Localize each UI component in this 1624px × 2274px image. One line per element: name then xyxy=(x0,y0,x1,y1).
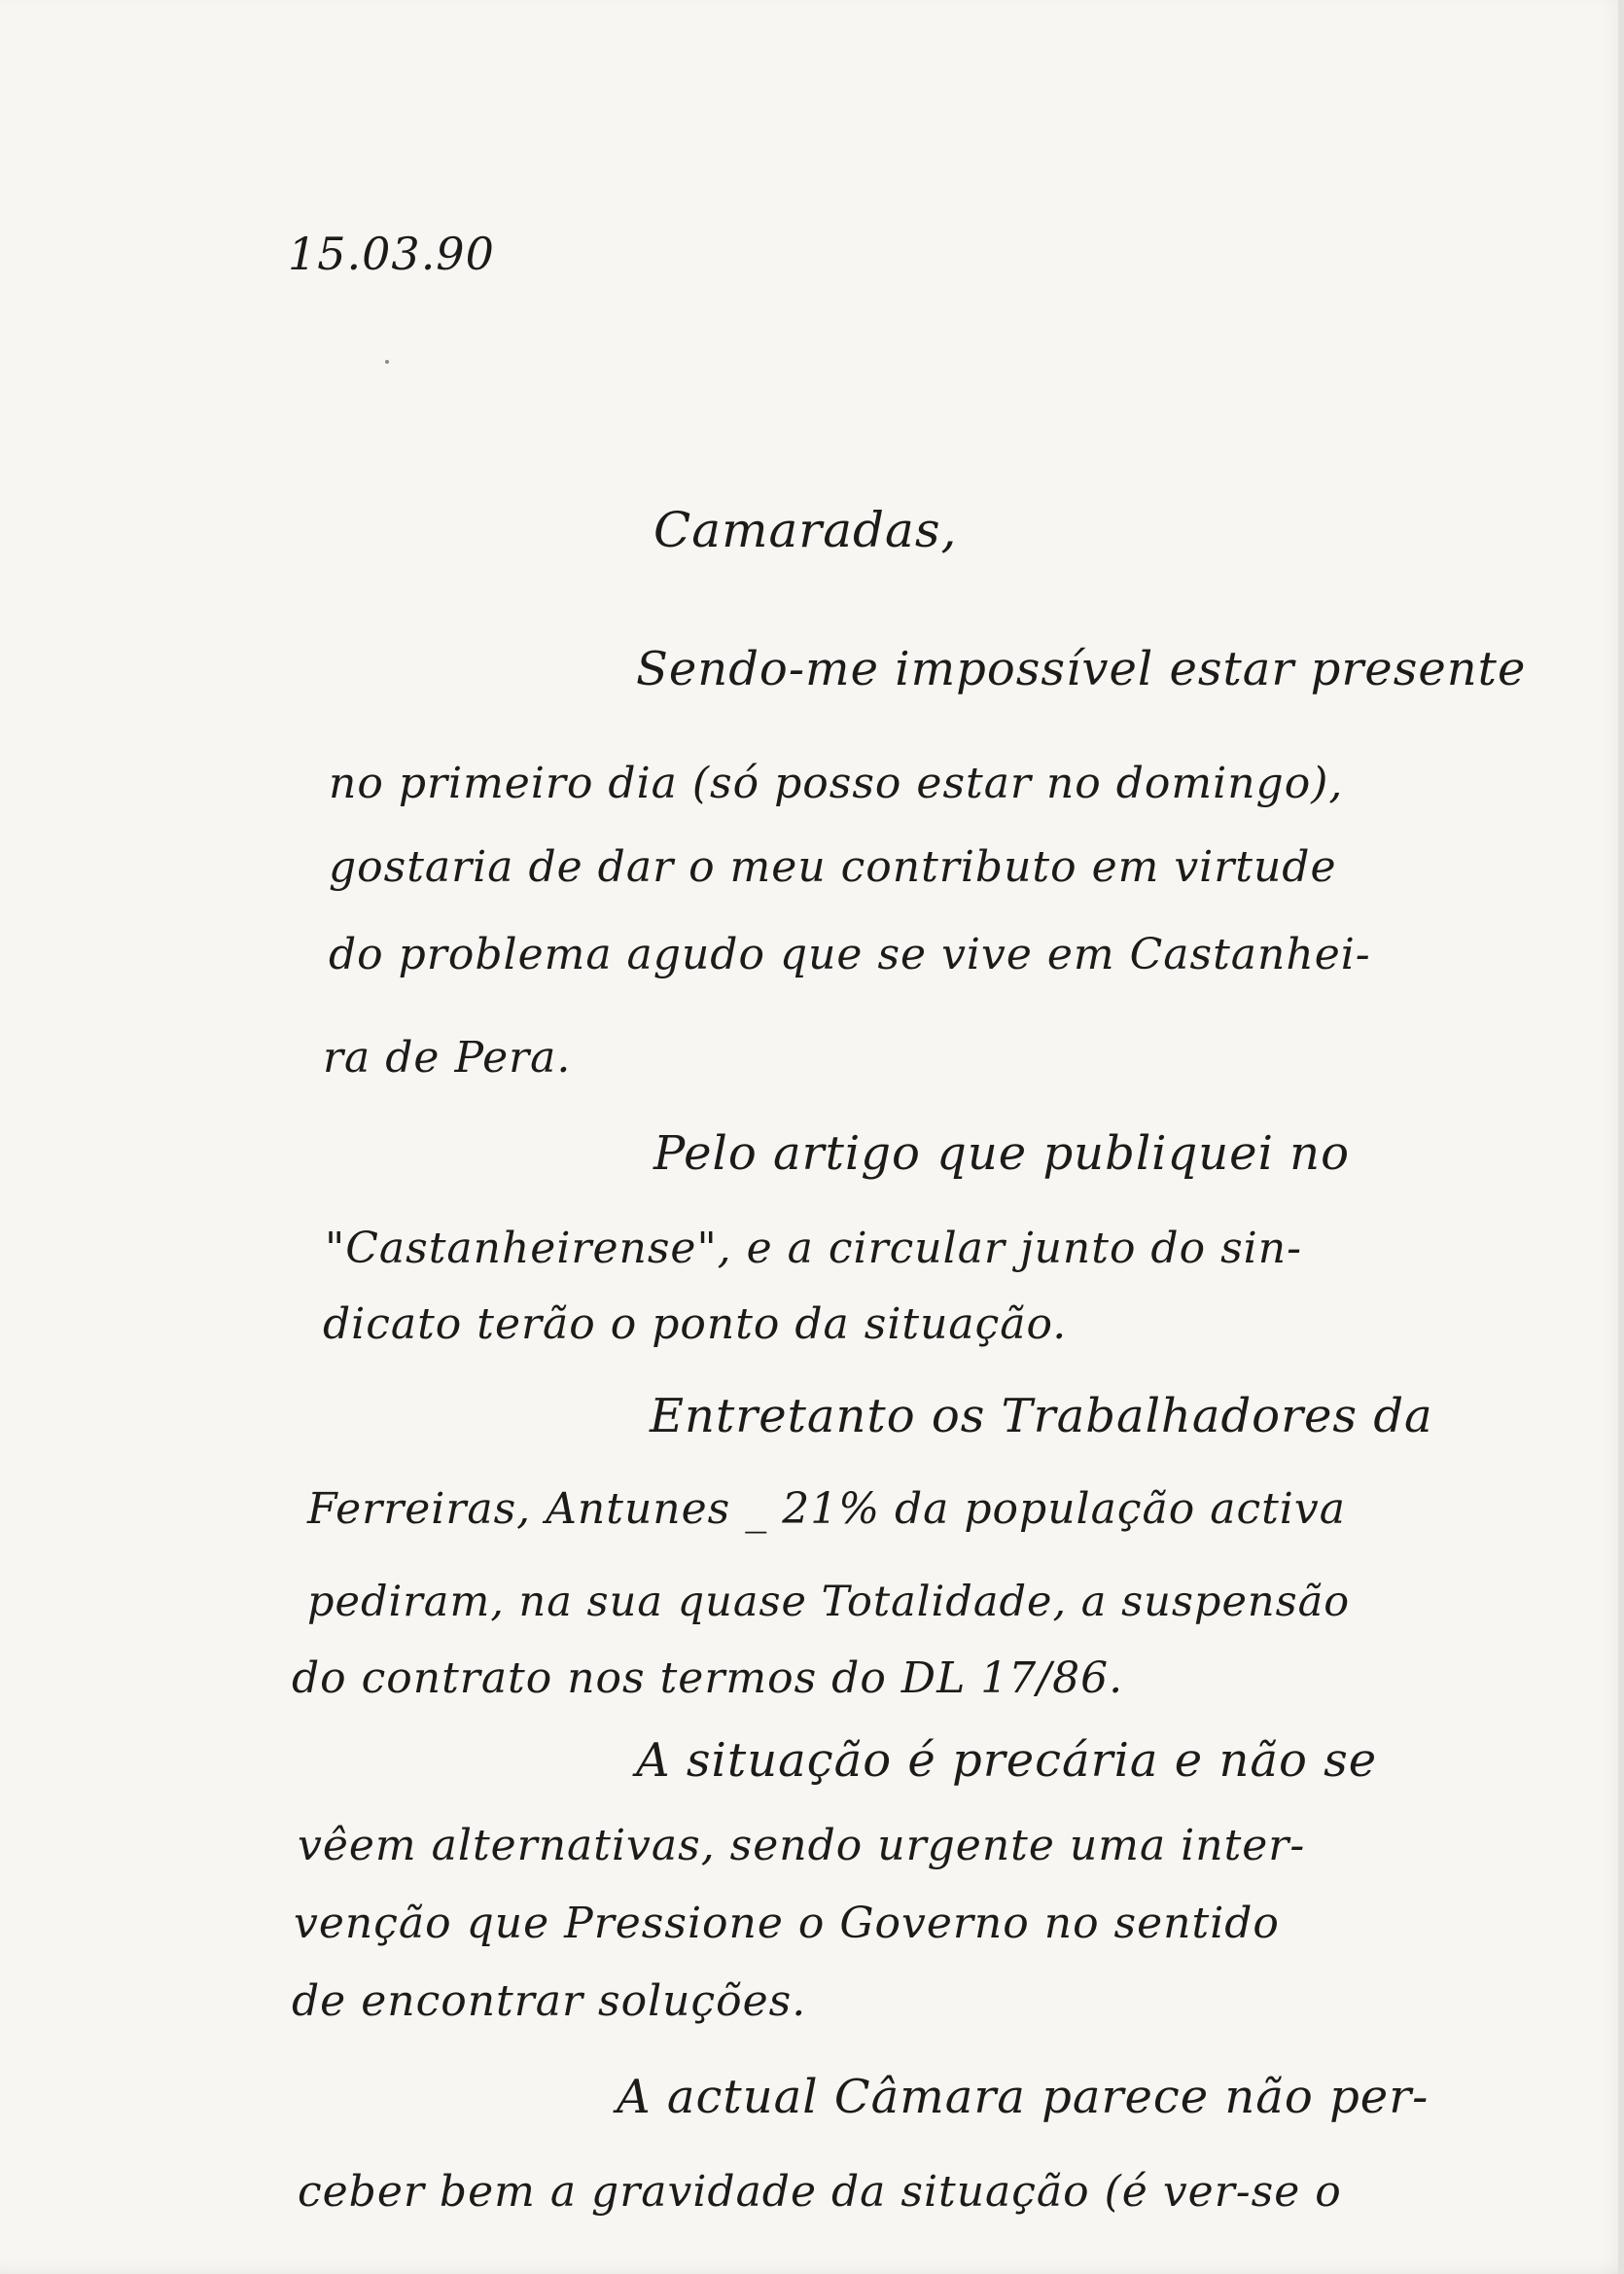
letter-line: A actual Câmara parece não per- xyxy=(617,2070,1430,2124)
letter-line: Entretanto os Trabalhadores da xyxy=(650,1389,1433,1443)
letter-line: venção que Pressione o Governo no sentido xyxy=(294,1899,1280,1948)
letter-line: do problema agudo que se vive em Castanhei- xyxy=(329,930,1371,979)
letter-line: pediram, na sua quase Totalidade, a suspensão xyxy=(307,1578,1351,1626)
paper-speck xyxy=(385,360,389,364)
letter-line: A situação é precária e não se xyxy=(636,1733,1378,1788)
letter-line: gostaria de dar o meu contributo em virtude xyxy=(329,842,1337,892)
letter-line: de encontrar soluções. xyxy=(292,1976,807,2026)
letter-line: dicato terão o ponto da situação. xyxy=(323,1299,1068,1349)
letter-line: Pelo artigo que publiquei no xyxy=(653,1126,1350,1181)
page-edge xyxy=(1618,0,1624,2274)
letter-line: do contrato nos termos do DL 17/86. xyxy=(292,1653,1124,1703)
letter-line: Ferreiras, Antunes _ 21% da população activa xyxy=(307,1484,1346,1534)
letter-line: "Castanheirense", e a circular junto do sin- xyxy=(325,1224,1302,1273)
letter-line: vêem alternativas, sendo urgente uma inter- xyxy=(298,1821,1306,1870)
letter-line: ra de Pera. xyxy=(323,1033,572,1083)
letter-line: ceber bem a gravidade da situação (é ver-se o xyxy=(298,2167,1342,2217)
letter-line: Sendo-me impossível estar presente xyxy=(636,642,1527,696)
letter-date: 15.03.90 xyxy=(288,228,495,280)
letter-salutation: Camaradas, xyxy=(653,502,958,558)
letter-line: no primeiro dia (só posso estar no domingo), xyxy=(329,759,1344,808)
